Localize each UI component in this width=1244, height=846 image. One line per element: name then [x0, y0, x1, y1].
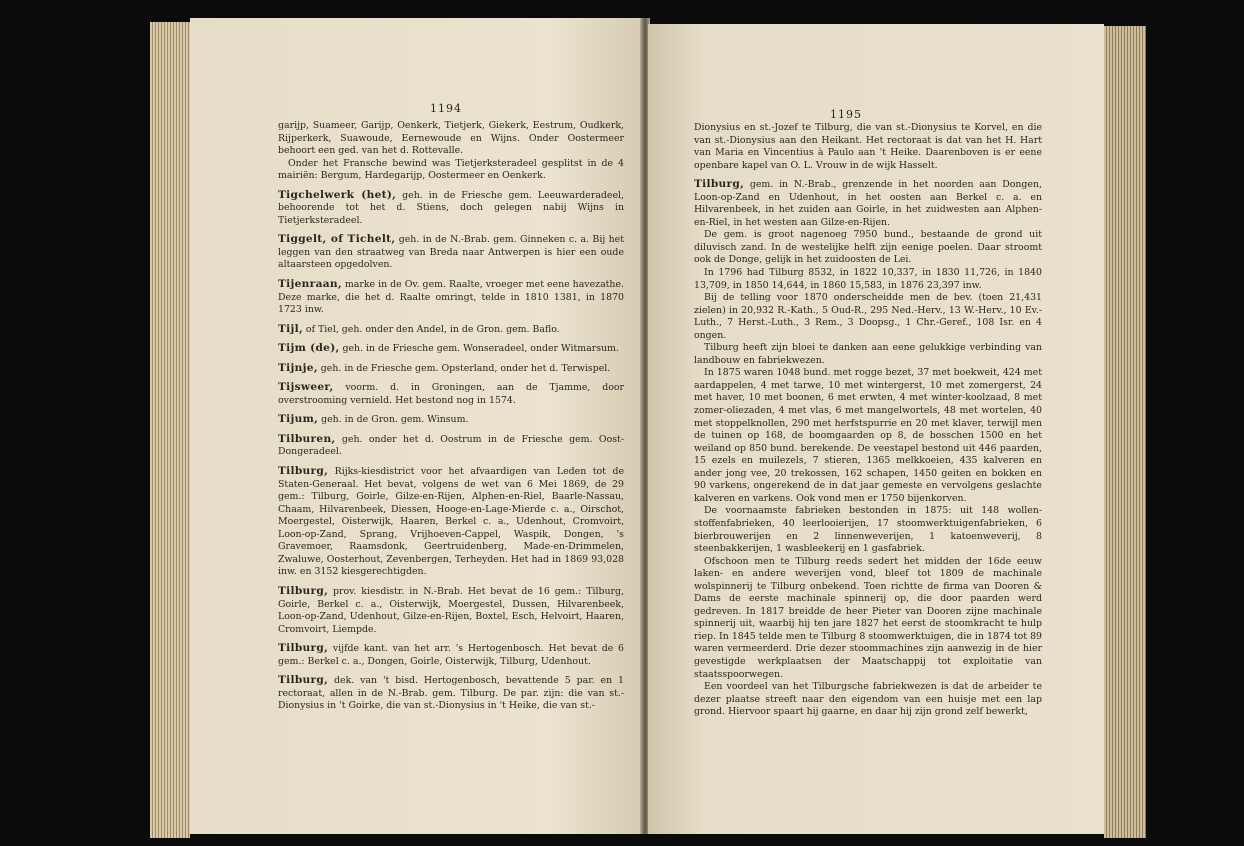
entry-headword: Tijsweer,: [278, 381, 334, 394]
dictionary-entry: [278, 433, 624, 459]
dictionary-entry: [278, 362, 624, 376]
entry-text: geh. in de Friesche gem. Leeuwarderadeel, behoorende tot het d. Stiens, doch gelegen nabij Wijns in Tietjerksteradeel.: [278, 189, 624, 226]
dictionary-entry: [278, 342, 624, 356]
entry-text: of Tiel, geh. onder den Andel, in de Gron. gem. Baflo.: [302, 323, 560, 335]
paragraph: [694, 122, 1042, 172]
dictionary-entry: [278, 674, 624, 713]
dictionary-entry: [278, 413, 624, 427]
entry-text: Een voordeel van het Tilburgsche fabriekwezen is dat de arbeider te dezer plaatse streeft naar den eigendom van een huisje met een lap grond. Hiervoor spaart hij gaarne, en daar hij zijn grond zelf bewerkt,: [694, 681, 1042, 718]
page-number: 1195: [830, 108, 862, 121]
entry-text: De voornaamste fabrieken bestonden in 1875: uit 148 wollen-stoffenfabrieken, 40 leerlooierijen, 17 stoomwerktuigenfabrieken, 6 bierbrouwerijen en 2 linnenweverijen, 1 katoenweverij, 8 steenbakkerijen, 1 wasbleekerij en 1 gasfabriek.: [694, 505, 1042, 555]
dictionary-entry: [278, 585, 624, 636]
left-page: [190, 18, 642, 834]
entry-headword: Tigchelwerk (het),: [278, 188, 397, 201]
entry-headword: Tilburg,: [278, 642, 329, 655]
page-number: 1194: [430, 102, 462, 115]
entry-text: In 1796 had Tilburg 8532, in 1822 10,337, in 1830 11,726, in 1840 13,709, in 1850 14,644, in 1860 15,583, in 1876 23,397 inw.: [694, 267, 1042, 291]
paragraph: [694, 367, 1042, 505]
entry-headword: Tilburg,: [278, 584, 329, 597]
entry-text: geh. in de Friesche gem. Wonseradeel, onder Witmarsum.: [339, 343, 619, 355]
entry-text: dek. van 't bisd. Hertogenbosch, bevattende 5 par. en 1 rectoraat, allen in de N.-Brab. gem. Tilburg. De par. zijn: die van st.-Dionysius in 't Goirke, die van st.-Dionysius in 't Heike, die van st.-: [278, 675, 624, 712]
entry-text: geh. onder het d. Oostrum in de Friesche gem. Oost-Dongeradeel.: [278, 433, 624, 458]
entry-text: garijp, Suameer, Garijp, Oenkerk, Tietjerk, Giekerk, Eestrum, Oudkerk, Rijperkerk, Suawoude, Eernewoude en Wijns. Onder Oostermeer behoort een ged. van het d. Rottevalle.: [278, 120, 624, 157]
paragraph: [694, 342, 1042, 367]
entry-headword: Tijl,: [278, 322, 303, 335]
entry-text: geh. in de Gron. gem. Winsum.: [318, 414, 469, 426]
entry-text: Ofschoon men te Tilburg reeds sedert het midden der 16de eeuw laken- en andere weverijen vond, bleef tot 1809 de machinale wolspinnerij te Tilburg onbekend. Toen richtte de firma van Dooren & Dams de eerste machinale spinnerij op, die door paarden werd gedreven. In 1817 breidde de heer Pieter van Dooren zijne machinale spinnerij uit, waarbij hij ten jare 1827 het eerst de stoomkracht te hulp riep. In 1845 telde men te Tilburg 8 stoomwerktuigen, die in 1874 tot 89 waren vermeerderd. Drie dezer stoommachines zijn aanwezig in de hier gevestigde werkplaatsen der Maatschappij tot exploitatie van staatsspoorwegen.: [694, 555, 1042, 680]
page-text: [278, 120, 624, 713]
entry-headword: Tilburg,: [694, 178, 745, 191]
entry-text: De gem. is groot nagenoeg 7950 bund., bestaande de grond uit diluvisch zand. In de westelijke helft zijn eenige poelen. Daar stroomt ook de Donge, gelijk in het zuidoosten de Lei.: [694, 229, 1042, 266]
dictionary-entry: [278, 189, 624, 228]
entry-headword: Tilburen,: [278, 432, 336, 445]
paragraph: [694, 292, 1042, 342]
entry-text: vijfde kant. van het arr. 's Hertogenbosch. Het bevat de 6 gem.: Berkel c. a., Dongen, Goirle, Oisterwijk, Tilburg, Udenhout.: [278, 643, 624, 667]
dictionary-entry: [278, 233, 624, 272]
dictionary-entry: [278, 323, 624, 337]
entry-headword: Tijenraan,: [278, 278, 342, 291]
entry-text: Bij de telling voor 1870 onderscheidde men de bev. (toen 21,431 zielen) in 20,932 R.-Kath., 5 Oud-R., 295 Ned.-Herv., 13 W.-Herv., 10 Ev.-Luth., 7 Herst.-Luth., 3 Rem., 3 Doopsg., 1 Chr.-Geref., 108 Isr. en 4 ongen.: [694, 292, 1042, 341]
paragraph: [694, 556, 1042, 681]
dictionary-entry: [278, 465, 624, 579]
paragraph: [278, 158, 624, 183]
dictionary-entry: [278, 642, 624, 668]
page-text: [694, 122, 1042, 719]
entry-text: Onder het Fransche bewind was Tietjerksteradeel gesplitst in de 4 mairiën: Bergum, Hardegarijp, Oostermeer en Oenkerk.: [278, 157, 624, 182]
paragraph: [694, 505, 1042, 555]
entry-text: gem. in N.-Brab., grenzende in het noorden aan Dongen, Loon-op-Zand en Udenhout, in het oosten aan Berkel c. a. en Hilvarenbeek, in het zuiden aan Goirle, in het zuidwesten aan Alphen-en-Riel, in het westen aan Gilze-en-Rijen.: [694, 179, 1042, 228]
right-page-edges: [1104, 26, 1146, 838]
entry-text: Tilburg heeft zijn bloei te danken aan eene gelukkige verbinding van landbouw en fabriekwezen.: [694, 342, 1042, 366]
entry-headword: Tiggelt, of Tichelt,: [278, 233, 396, 246]
paragraph: [694, 229, 1042, 267]
paragraph: [694, 681, 1042, 719]
dictionary-entry: [278, 278, 624, 317]
entry-headword: Tijnje,: [278, 361, 318, 374]
left-page-edges: [150, 22, 190, 838]
entry-text: geh. in de Friesche gem. Opsterland, onder het d. Terwispel.: [317, 362, 611, 374]
entry-text: Rijks-kiesdistrict voor het afvaardigen van Leden tot de Staten-Generaal. Het bevat, volgens de wet van 6 Mei 1869, de 29 gem.: Tilburg, Goirle, Gilze-en-Rijen, Alphen-en-Riel, Baarle-Nassau, Chaam, Hilvarenbeek, Diessen, Hooge-en-Lage-Mierde c. a., Oirschot, Moergestel, Oisterwijk, Haaren, Berkel c. a., Udenhout, Cromvoirt, Loon-op-Zand, Sprang, Vrijhoeven-Cappel, Waspik, Dongen, 's Gravemoer, Raamsdonk, Geertruidenberg, Made-en-Drimmelen, Zwaluwe, Oosterhout, Zevenbergen, Terheyden. Het had in 1869 93,028 inw. en 3152 kiesgerechtigden.: [278, 466, 624, 578]
entry-text: geh. in de N.-Brab. gem. Ginneken c. a. Bij het leggen van den straatweg van Breda naar Antwerpen is hier een oude altaarsteen opgedolven.: [278, 234, 624, 271]
entry-headword: Tijum,: [278, 413, 319, 426]
paragraph: [694, 267, 1042, 292]
paragraph: [278, 120, 624, 158]
entry-text: In 1875 waren 1048 bund. met rogge bezet, 37 met boekweit, 424 met aardappelen, 4 met tarwe, 10 met wintergerst, 10 met zomergerst, 24 met haver, 10 met boonen, 6 met erwten, 4 met winter-koolzaad, 8 met zomer-oliezaden, 4 met vlas, 6 met mangelwortels, 48 met wortelen, 40 met stoppelknollen, 290 met herfstspurrie en 20 met klaver, terwijl men de tuinen op 168, de boomgaarden op 8, de bosschen 1500 en het weiland op 850 bund. berekende. De veestapel bestond uit 446 paarden, 15 ezels en muilezels, 7 stieren, 1365 melkkoeien, 435 kalveren en ander jong vee, 20 trekossen, 162 schapen, 1450 geiten en bokken en 90 varkens, ongerekend de in dat jaar gemeste en vervolgens geslachte kalveren en varkens. Ook vond men er 1750 bijenkorven.: [694, 367, 1042, 504]
entry-headword: Tilburg,: [278, 674, 329, 687]
dictionary-entry: [694, 178, 1042, 229]
dictionary-entry: [278, 381, 624, 407]
entry-text: voorm. d. in Groningen, aan de Tjamme, door overstrooming vernield. Het bestond nog in 1574.: [278, 382, 624, 406]
entry-headword: Tijm (de),: [278, 342, 340, 355]
entry-text: marke in de Ov. gem. Raalte, vroeger met eene havezathe. Deze marke, die het d. Raalte omringt, telde in 1810 1381, in 1870 1723 inw.: [278, 279, 624, 316]
entry-text: Dionysius en st.-Jozef te Tilburg, die van st.-Dionysius te Korvel, en die van st.-Dionysius aan den Heikant. Het rectoraat is dat van het H. Hart van Maria en Vincentius à Paulo aan 't Heike. Daarenboven is er eene openbare kapel van O. L. Vrouw in de wijk Hasselt.: [694, 122, 1042, 171]
entry-headword: Tilburg,: [278, 465, 329, 478]
entry-text: prov. kiesdistr. in N.-Brab. Het bevat de 16 gem.: Tilburg, Goirle, Berkel c. a., Oisterwijk, Moergestel, Dussen, Hilvarenbeek, Loon-op-Zand, Udenhout, Gilze-en-Rijen, Boxtel, Esch, Helvoirt, Haaren, Cromvoirt, Liempde.: [278, 585, 624, 635]
right-page: [648, 24, 1104, 834]
